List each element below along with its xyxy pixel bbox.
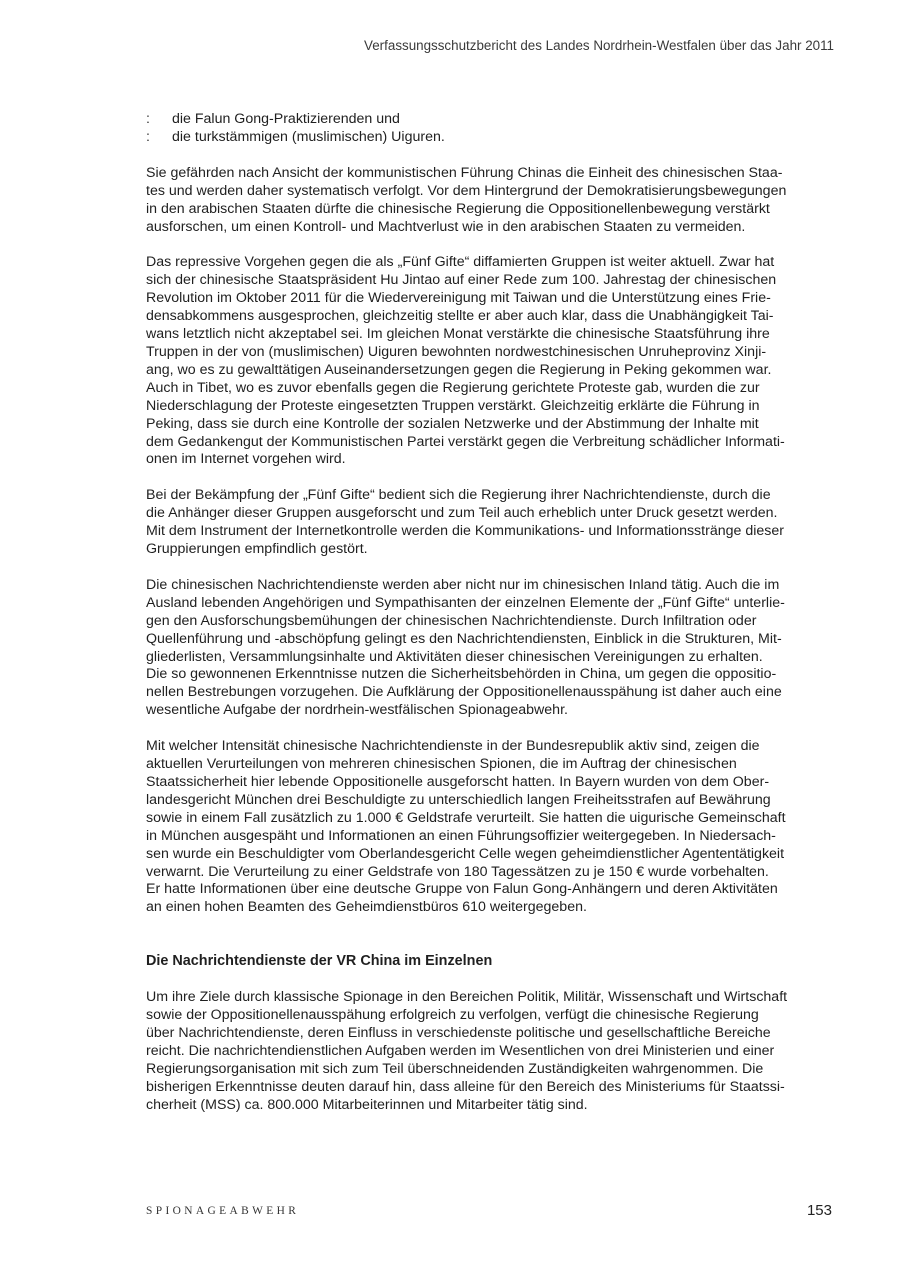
text-line: Die chinesischen Nachrichtendienste werden aber nicht nur im chinesischen Inland tätig. Auch die im	[146, 576, 780, 593]
text-line: bisherigen Erkenntnisse deuten darauf hin, dass alleine für den Bereich des Ministeriums für Staatssi-	[146, 1078, 785, 1095]
section-heading: Die Nachrichtendienste der VR China im Einzelnen	[146, 953, 493, 970]
text-line: in München ausgespäht und Informationen an einen Führungsoffizier weitergegeben. In Niedersach-	[146, 827, 776, 844]
footer-section-label: SPIONAGEABWEHR	[146, 1205, 300, 1217]
page-number: 153	[806, 1202, 832, 1219]
text-line: gliederlisten, Versammlungsinhalte und Aktivitäten dieser chinesischen Vereinigungen zu erhalten.	[146, 648, 763, 665]
text-line: Die so gewonnenen Erkenntnisse nutzen die Sicherheitsbehörden in China, um gegen die oppositio-	[146, 666, 777, 683]
page-body	[146, 111, 836, 1115]
text-line: tes und werden daher systematisch verfolgt. Vor dem Hintergrund der Demokratisierungsbewegungen	[146, 182, 787, 199]
bullet-list	[146, 111, 836, 147]
text-line: aktuellen Verurteilungen von mehreren chinesischen Spionen, die im Auftrag der chinesischen	[146, 756, 737, 773]
text-line: Revolution im Oktober 2011 für die Wiedervereinigung mit Taiwan und die Unterstützung eines Frie-	[146, 290, 771, 307]
text-line: ang, wo es zu gewalttätigen Auseinandersetzungen gegen die Regierung in Peking gekommen war.	[146, 361, 772, 378]
text-line: cherheit (MSS) ca. 800.000 Mitarbeiterinnen und Mitarbeiter tätig sind.	[146, 1096, 588, 1113]
paragraph	[146, 487, 836, 559]
text-line: Quellenführung und -abschöpfung gelingt es den Nachrichtendiensten, Einblick in die Strukturen, Mit-	[146, 630, 782, 647]
text-line: Das repressive Vorgehen gegen die als „Fünf Gifte“ diffamierten Gruppen ist weiter aktuell. Zwar hat	[146, 254, 775, 271]
list-bullet: :	[146, 128, 150, 145]
text-line: Mit welcher Intensität chinesische Nachrichtendienste in der Bundesrepublik aktiv sind, zeigen die	[146, 738, 760, 755]
text-line: über Nachrichtendienste, deren Einfluss in verschiedenste politische und gesellschaftliche Bereiche	[146, 1024, 771, 1041]
text-line: in den arabischen Staaten dürfte die chinesische Regierung die Oppositionellenbewegung verstärkt	[146, 200, 770, 217]
text-line: densabkommens ausgesprochen, gleichzeitig stellte er aber auch klar, dass die Unabhängigkeit Tai-	[146, 308, 774, 325]
text-line: Bei der Bekämpfung der „Fünf Gifte“ bedient sich die Regierung ihrer Nachrichtendienste, durch die	[146, 487, 771, 504]
text-line: verwarnt. Die Verurteilung zu einer Geldstrafe von 180 Tagessätzen zu je 150 € wurde vorbehalten.	[146, 863, 769, 880]
text-line: Sie gefährden nach Ansicht der kommunistischen Führung Chinas die Einheit des chinesischen Staa-	[146, 164, 783, 181]
text-line: gen den Ausforschungsbemühungen der chinesischen Nachrichtendienste. Durch Infiltration oder	[146, 612, 757, 629]
paragraph	[146, 577, 836, 720]
text-line: nellen Bestrebungen vorzugehen. Die Aufklärung der Oppositionellenausspähung ist daher auch eine	[146, 684, 782, 701]
text-line: reicht. Die nachrichtendienstlichen Aufgaben werden im Wesentlichen von drei Ministerien und einer	[146, 1042, 775, 1059]
text-line: Niederschlagung der Proteste eingesetzten Truppen verstärkt. Gleichzeitig erklärte die Führung in	[146, 397, 760, 414]
text-line: sen wurde ein Beschuldigter vom Oberlandesgericht Celle wegen geheimdienstlicher Agententätigkeit	[146, 845, 785, 862]
text-line: onen im Internet vorgehen wird.	[146, 451, 346, 468]
text-line: Regierungsorganisation mit sich zum Teil überschneidenden Zuständigkeiten wahrgenommen. Die	[146, 1060, 764, 1077]
paragraph	[146, 254, 836, 469]
text-line: sowie der Oppositionellenausspähung erfolgreich zu verfolgen, verfügt die chinesische Regierung	[146, 1007, 759, 1024]
text-line: wans letztlich nicht akzeptabel sei. Im gleichen Monat verstärkte die chinesische Staatsführung ihre	[146, 326, 770, 343]
list-item	[146, 129, 836, 147]
list-item-text: die Falun Gong-Praktizierenden und	[172, 111, 400, 127]
text-line: wesentliche Aufgabe der nordrhein-westfälischen Spionageabwehr.	[146, 702, 568, 719]
paragraph	[146, 738, 836, 917]
text-line: ausforschen, um einen Kontroll- und Machtverlust wie in den arabischen Staaten zu vermeiden.	[146, 218, 746, 235]
text-line: Ausland lebenden Angehörigen und Sympathisanten der einzelnen Elemente der „Fünf Gifte“ unterlie-	[146, 594, 785, 611]
text-line: sowie in einem Fall zusätzlich zu 1.000 € Geldstrafe verurteilt. Sie hatten die uigurische Gemeinschaft	[146, 809, 786, 826]
text-line: an einen hohen Beamten des Geheimdienstbüros 610 weitergegeben.	[146, 899, 587, 916]
text-line: Peking, dass sie durch eine Kontrolle der sozialen Netzwerke und der Abstimmung der Inhalte mit	[146, 415, 759, 432]
text-line: Truppen in der von (muslimischen) Uiguren bewohnten nordwestchinesischen Unruheprovinz Xinji-	[146, 343, 767, 360]
text-line: Um ihre Ziele durch klassische Spionage in den Bereichen Politik, Militär, Wissenschaft und Wirtschaft	[146, 989, 788, 1006]
list-item-text: die turkstämmigen (muslimischen) Uiguren.	[172, 128, 445, 145]
running-header: Verfassungsschutzbericht des Landes Nordrhein-Westfalen über das Jahr 2011	[364, 38, 834, 53]
text-line: Gruppierungen empfindlich gestört.	[146, 541, 368, 558]
list-item	[146, 111, 836, 129]
text-line: dem Gedankengut der Kommunistischen Partei verstärkt gegen die Verbreitung schädlicher Informati-	[146, 433, 785, 450]
text-line: landesgericht München drei Beschuldigte zu unterschiedlich langen Freiheitsstrafen auf Bewährung	[146, 791, 771, 808]
text-line: Staatssicherheit hier lebende Oppositionelle ausgeforscht hatten. In Bayern wurden von dem Ober-	[146, 774, 770, 790]
text-line: Auch in Tibet, wo es zuvor ebenfalls gegen die Regierung gerichtete Proteste gab, wurden die zur	[146, 379, 760, 396]
paragraph	[146, 165, 836, 237]
section-paragraph	[146, 989, 836, 1114]
list-bullet: :	[146, 111, 150, 127]
text-line: die Anhänger dieser Gruppen ausgeforscht und zum Teil auch erheblich unter Druck gesetzt werden.	[146, 505, 778, 522]
text-line: Mit dem Instrument der Internetkontrolle werden die Kommunikations- und Informationsstränge dieser	[146, 523, 784, 540]
text-line: sich der chinesische Staatspräsident Hu Jintao auf einer Rede zum 100. Jahrestag der chinesischen	[146, 272, 777, 289]
text-line: Er hatte Informationen über eine deutsche Gruppe von Falun Gong-Anhängern und deren Aktivitäten	[146, 881, 778, 898]
